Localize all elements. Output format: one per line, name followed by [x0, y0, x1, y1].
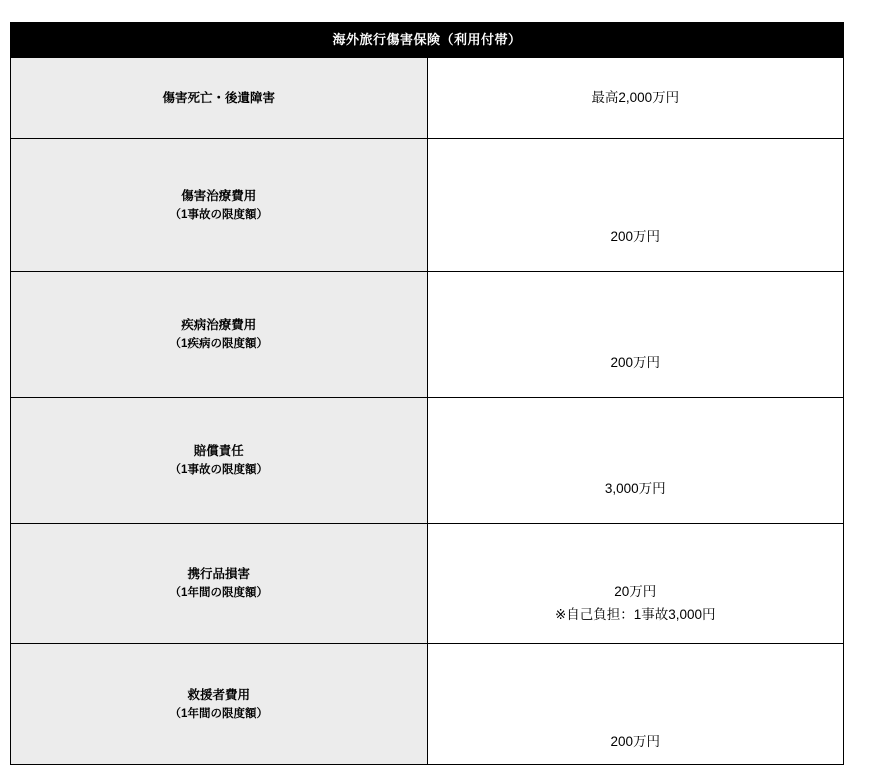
- row-label-sub: （1年間の限度額）: [169, 587, 268, 600]
- row-label-cell: [11, 398, 428, 524]
- row-value-cell: [427, 398, 844, 524]
- row-label-cell: [11, 272, 428, 398]
- row-value-cell: [427, 524, 844, 644]
- row-value-cell: [427, 644, 844, 765]
- row-label-cell: [11, 644, 428, 765]
- table-row: [11, 139, 844, 272]
- row-value-cell: [427, 139, 844, 272]
- row-label-sub: （1事故の限度額）: [169, 208, 268, 221]
- row-label-main: 救援者費用: [187, 687, 250, 702]
- row-value-line: 3,000万円: [604, 481, 666, 497]
- row-value-cell: [427, 58, 844, 139]
- table-row: [11, 58, 844, 139]
- row-label-main: 傷害死亡・後遺障害: [162, 91, 275, 105]
- row-label-cell: [11, 524, 428, 644]
- row-value-line: 20万円: [614, 583, 657, 599]
- table-row: [11, 644, 844, 765]
- row-value-line: 最高2,000万円: [591, 90, 680, 106]
- row-label-cell: [11, 139, 428, 272]
- table-header-row: [11, 23, 844, 58]
- row-value-line: 200万円: [610, 355, 661, 371]
- insurance-coverage-table: [10, 22, 844, 765]
- table-row: [11, 398, 844, 524]
- table-header-title: 海外旅行傷害保険（利用付帯）: [11, 23, 844, 58]
- row-label-main: 携行品損害: [187, 567, 250, 582]
- row-label-sub: （1疾病の限度額）: [169, 338, 268, 351]
- row-label-sub: （1事故の限度額）: [169, 464, 268, 477]
- table-row: [11, 272, 844, 398]
- row-label-sub: （1年間の限度額）: [169, 707, 268, 720]
- row-label-main: 傷害治療費用: [181, 188, 257, 203]
- table-row: [11, 524, 844, 644]
- row-value-note: ※自己負担：1事故3,000円: [554, 607, 716, 623]
- row-label-main: 賠償責任: [193, 444, 244, 459]
- row-value-line: 200万円: [610, 734, 661, 750]
- row-value-line: 200万円: [610, 229, 661, 245]
- row-label-cell: [11, 58, 428, 139]
- row-label-main: 疾病治療費用: [181, 318, 257, 333]
- row-value-cell: [427, 272, 844, 398]
- insurance-table-container: [10, 22, 844, 765]
